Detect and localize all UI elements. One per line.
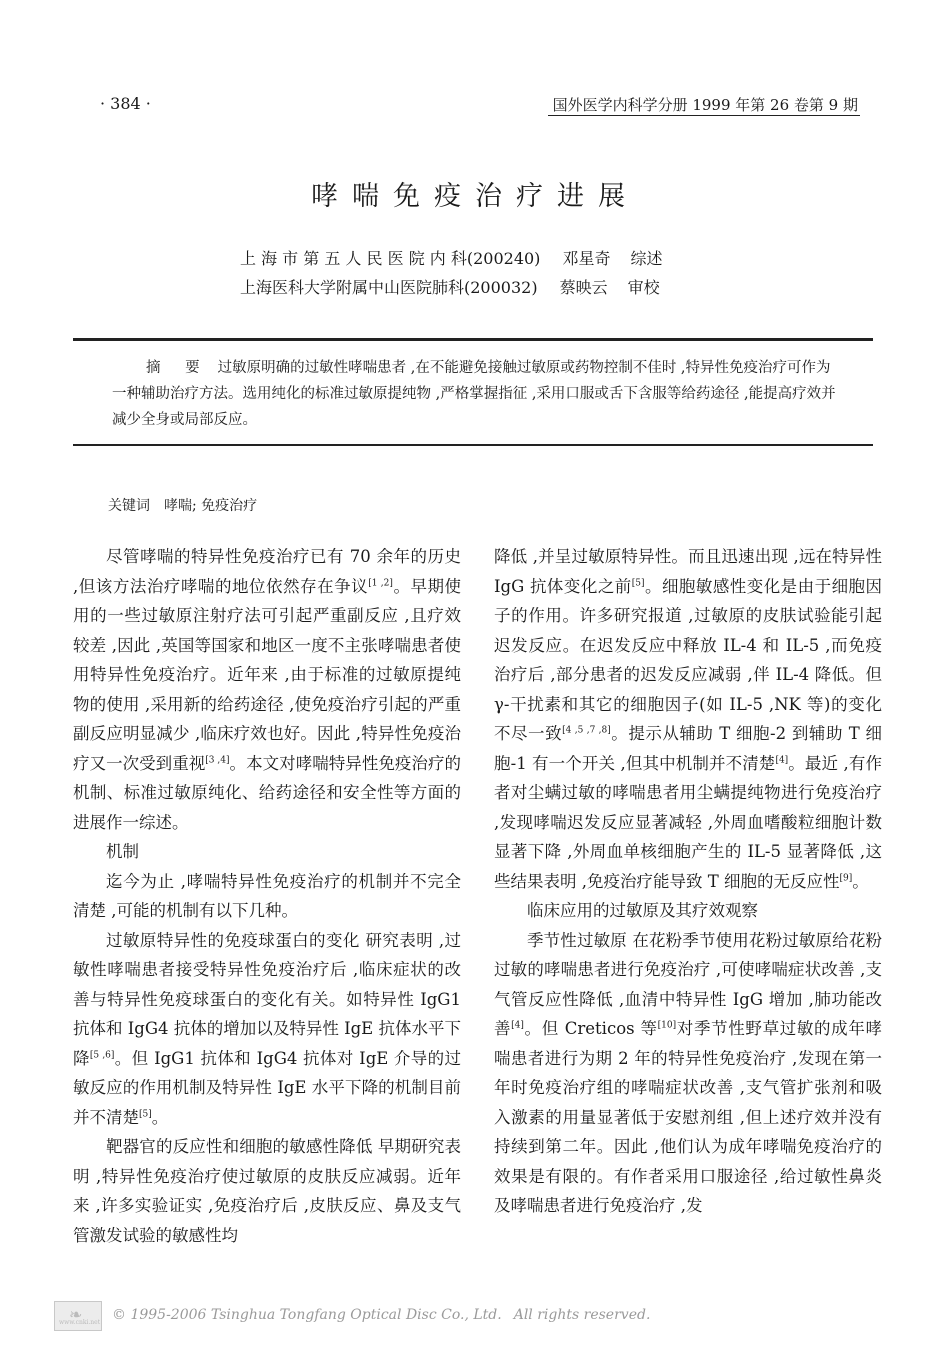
citation: [5 ,6] bbox=[89, 1050, 115, 1060]
abstract-text: 过敏原明确的过敏性哮喘患者 ,在不能避免接触过敏原或药物控制不佳时 ,特异性免疫治疗可作为一种辅助治疗方法。选用纯化的标准过敏原提纯物 ,严格掌握指征 ,采用口服或舌下含服等给药途径 ,能提高疗效并减少全身或局部反应。 bbox=[112, 360, 836, 428]
paragraph: 靶器官的反应性和细胞的敏感性降低 早期研究表明 ,特异性免疫治疗使过敏原的皮肤反应减弱。近年来 ,许多实验证实 ,免疫治疗后 ,皮肤反应、鼻及支气管激发试验的敏感性均 bbox=[73, 1137, 461, 1245]
paragraph: 降低 ,并呈过敏原特异性。而且迅速出现 ,远在特异性 IgG 抗体变化之前[5]。细胞敏感性变化是由于细胞因子的作用。许多研究报道 ,过敏原的皮肤试验能引起迟发反应。在迟发反应中释放 IL-4 和 IL-5 ,而免疫治疗后 ,部分患者的迟发反应减弱 ,伴 IL-4 降低。但γ-干扰素和其它的细胞因子(如 IL-5 ,NK 等)的变化不尽一致[4 ,5 ,7 ,8]。提示从辅助 T 细胞-2 到辅助 T 细胞-1 有一个开关 ,但其中机制并不清楚[4]。最近 ,有作者对尘螨过敏的哮喘患者用尘螨提纯物进行免疫治疗 ,发现哮喘迟发反应显著减轻 ,外周血嗜酸粒细胞计数显著下降 ,外周血单核细胞产生的 IL-5 显著降低 ,这些结果表明 ,免疫治疗能导致 T 细胞的无反应性[9]。 bbox=[494, 547, 883, 891]
copyright-footer bbox=[112, 1307, 650, 1323]
affiliation-role: 审校 bbox=[627, 278, 660, 297]
citation: [4 ,5 ,7 ,8] bbox=[562, 725, 611, 736]
citation: [10] bbox=[657, 1020, 677, 1031]
abstract-label: 摘 要 bbox=[146, 360, 210, 376]
cnki-logo bbox=[54, 1301, 102, 1331]
affiliation-2 bbox=[240, 275, 660, 298]
affiliation-author: 蔡映云 bbox=[559, 278, 608, 297]
paragraph: 尽管哮喘的特异性免疫治疗已有 70 余年的历史 ,但该方法治疗哮喘的地位依然存在争议[1 ,2]。早期使用的一些过敏原注射疗法可引起严重副反应 ,且疗效较差 ,因此 ,英国等国家和地区一度不主张哮喘患者使用特异性免疫治疗。近年来 ,由于标准的过敏原提纯物的使用 ,采用新的给药途径 ,使免疫治疗引起的严重副反应明显减少 ,临床疗效也好。因此 ,特异性免疫治疗又一次受到重视[3 ,4]。本文对哮喘特异性免疫治疗的机制、标准过敏原纯化、给药途径和安全性等方面的进展作一综述。 bbox=[73, 547, 462, 832]
abstract-bottom-rule bbox=[73, 444, 873, 446]
section-heading: 机制 bbox=[106, 842, 139, 861]
citation: [1 ,2] bbox=[368, 578, 393, 588]
affiliation-org: 上 海 市 第 五 人 民 医 院 内 科(200240) bbox=[240, 249, 541, 268]
left-column bbox=[73, 542, 461, 1250]
affiliation-role: 综述 bbox=[630, 249, 663, 268]
citation: [4] bbox=[511, 1020, 524, 1031]
right-column bbox=[494, 542, 882, 1221]
paragraph: 迄今为止 ,哮喘特异性免疫治疗的机制并不完全清楚 ,可能的机制有以下几种。 bbox=[73, 871, 461, 920]
header-underline bbox=[548, 115, 860, 116]
citation: [9] bbox=[839, 873, 853, 883]
page-number: · 384 · bbox=[100, 94, 151, 113]
abstract-top-rule bbox=[73, 338, 873, 341]
citation: [4] bbox=[775, 755, 789, 765]
journal-header: 国外医学内科学分册 1999 年第 26 卷第 9 期 bbox=[552, 96, 858, 114]
affiliation-1 bbox=[240, 246, 662, 269]
paragraph: 季节性过敏原 在花粉季节使用花粉过敏原给花粉过敏的哮喘患者进行免疫治疗 ,可使哮喘症状改善 ,支气管反应性降低 ,血清中特异性 IgG 增加 ,肺功能改善[4]。但 Creticos 等[10]对季节性野草过敏的成年哮喘患者进行为期 2 年的特异性免疫治疗 ,发现在第一年时免疫治疗组的哮喘症状改善 ,支气管扩张剂和吸入激素的用量显著低于安慰剂组 ,但上述疗效并没有持续到第二年。因此 ,他们认为成年哮喘免疫治疗的效果是有限的。有作者采用口服途径 ,给过敏性鼻炎及哮喘患者进行免疫治疗 ,发 bbox=[494, 930, 882, 1215]
keywords-text: 哮喘; 免疫治疗 bbox=[164, 498, 258, 514]
keywords bbox=[108, 495, 257, 515]
section-heading: 临床应用的过敏原及其疗效观察 bbox=[527, 901, 758, 920]
affiliation-org: 上海医科大学附属中山医院肺科(200032) bbox=[240, 278, 538, 297]
logo-url: www.cnki.net bbox=[59, 1319, 101, 1326]
logo-icon: ❧ bbox=[69, 1305, 83, 1324]
citation: [5] bbox=[139, 1109, 152, 1119]
abstract bbox=[112, 355, 842, 433]
article-title: 哮喘免疫治疗进展 bbox=[311, 181, 639, 212]
affiliation-author: 邓星奇 bbox=[562, 249, 611, 268]
copyright-text: © 1995-2006 Tsinghua Tongfang Optical Disc Co., Ltd. bbox=[112, 1307, 502, 1323]
citation: [3 ,4] bbox=[205, 755, 230, 765]
rights-text: All rights reserved. bbox=[513, 1307, 651, 1323]
citation: [5] bbox=[631, 578, 645, 588]
paragraph: 过敏原特异性的免疫球蛋白的变化 研究表明 ,过敏性哮喘患者接受特异性免疫治疗后 ,临床症状的改善与特异性免疫球蛋白的变化有关。如特异性 IgG1 抗体和 IgG4 抗体的增加以及特异性 IgE 抗体水平下降[5 ,6]。但 IgG1 抗体和 IgG4 抗体对 IgE 介导的过敏反应的作用机制及特异性 IgE 水平下降的机制目前并不清楚[5]。 bbox=[73, 930, 461, 1127]
keywords-label: 关键词 bbox=[108, 498, 150, 514]
